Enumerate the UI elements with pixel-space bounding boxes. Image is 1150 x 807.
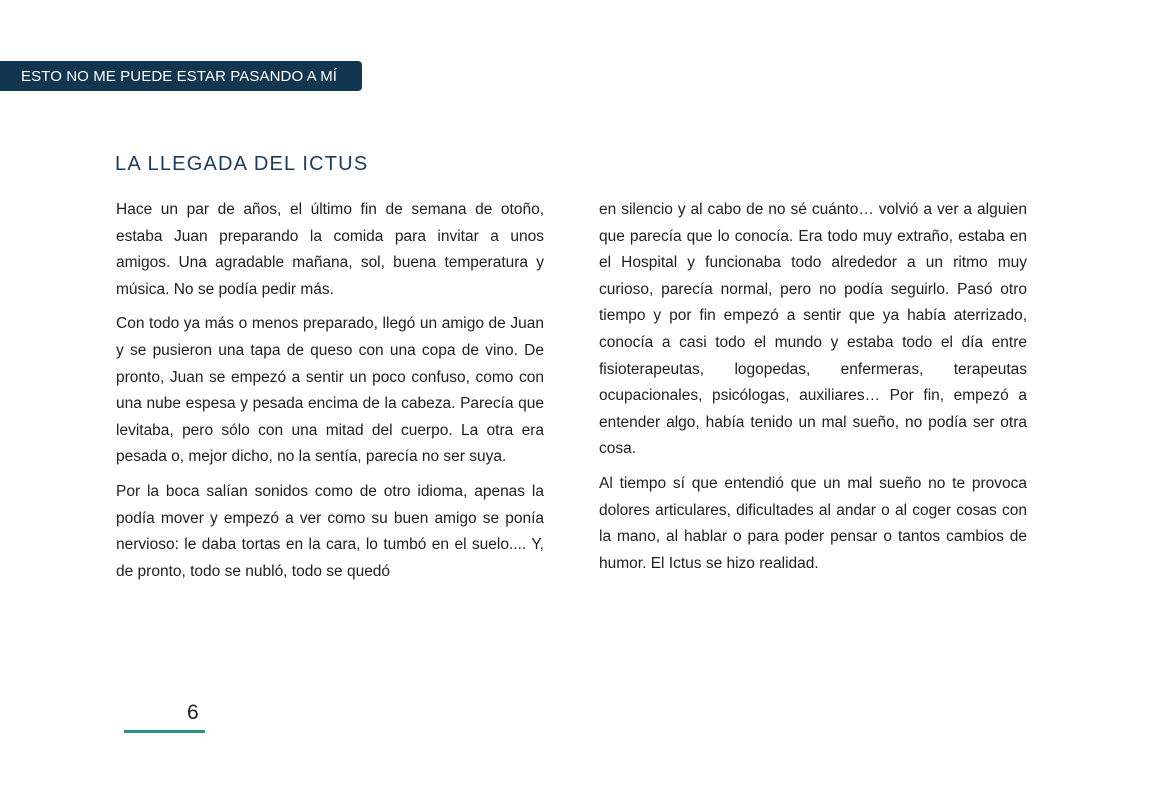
paragraph: Con todo ya más o menos preparado, llegó un amigo de Juan y se pusieron una tapa de queso con una copa de vino. De pronto, Juan se empezó a sentir un poco confuso, como con una nube espesa y pesada encima de la cabeza. Parecía que levitaba, pero sólo con una mitad del cuerpo. La otra era pesada o, mejor dicho, no la sentía, parecía no ser suya.: [116, 315, 544, 466]
running-header-band: [0, 61, 362, 91]
paragraph: Por la boca salían sonidos como de otro idioma, apenas la podía mover y empezó a ver como su buen amigo se ponía nervioso: le daba tortas en la cara, lo tumbó en el suelo.... Y, de pronto, todo se nubló, todo se quedó: [116, 482, 544, 580]
paragraph: Al tiempo sí que entendió que un mal sueño no te provoca dolores articulares, dificultades al andar o al coger cosas con la mano, al hablar o para poder pensar o tantos cambios de humor. El Ictus se hizo realidad.: [599, 474, 1027, 572]
page-number: 6: [187, 701, 199, 724]
left-text-column: [116, 197, 544, 593]
section-title: LA LLEGADA DEL ICTUS: [115, 153, 369, 175]
running-header-text: ESTO NO ME PUEDE ESTAR PASANDO A MÍ: [21, 67, 338, 85]
page-number-underline: [124, 730, 205, 733]
paragraph: en silencio y al cabo de no sé cuánto… volvió a ver a alguien que parecía que lo conocía. Era todo muy extraño, estaba en el Hospital y funcionaba todo alrededor a un ritmo muy curioso, parecía normal, pero no podía seguirlo. Pasó otro tiempo y por fin empezó a sentir que ya había aterrizado, conocía a casi todo el mundo y estaba todo el día entre fisioterapeutas, logopedas, enfermeras, terapeutas ocupacionales, psicólogas, auxiliares… Por fin, empezó a entender algo, había tenido un mal sueño, no podía ser otra cosa.: [599, 201, 1027, 458]
right-text-column: [599, 197, 1027, 585]
paragraph: Hace un par de años, el último fin de semana de otoño, estaba Juan preparando la comida para invitar a unos amigos. Una agradable mañana, sol, buena temperatura y música. No se podía pedir más.: [116, 201, 544, 298]
